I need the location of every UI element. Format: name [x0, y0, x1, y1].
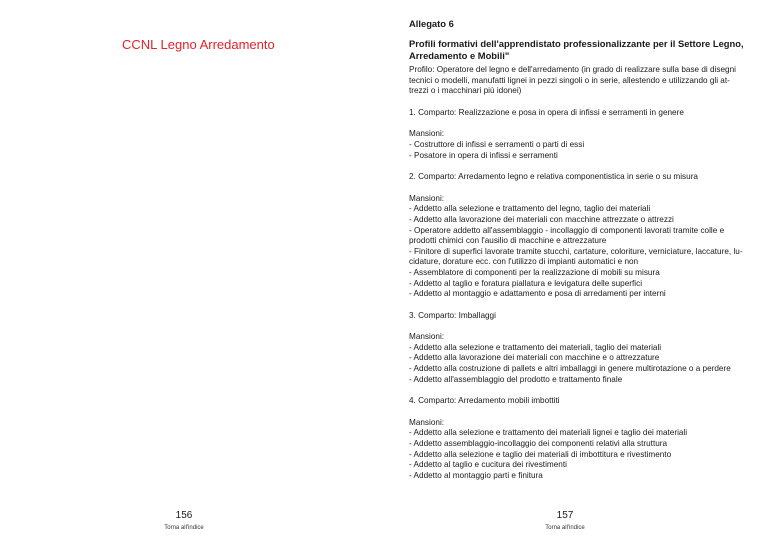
right-page	[384, 0, 768, 537]
comparto-2: 2. Comparto: Arredamento legno e relativa componentistica in serie o su misura	[409, 172, 698, 182]
list-item: - Addetto alla selezione e taglio dei materiali di imbottitura e rivestimento	[409, 449, 672, 459]
list-item: - Operatore addetto all'assemblaggio - incollaggio di componenti lavorati tramite colle e	[409, 225, 725, 235]
list-item: - Addetto alla lavorazione dei materiali con macchine attrezzate o attrezzi	[409, 214, 674, 224]
mansioni-list-4	[409, 418, 757, 482]
heading-line: Profili formativi dell'apprendistato professionalizzante per il Settore Legno,	[409, 38, 744, 49]
profile-line: tecnici o modelli, manufatti lignei in pezzi singoli o in serie, allestendo e utilizzando gli at-	[409, 75, 730, 85]
section-heading	[409, 38, 757, 62]
heading-line: Arredamento e Mobili"	[409, 50, 510, 61]
profile-line: trezzi o i macchinari più idonei)	[409, 86, 522, 96]
comparto-4: 4. Comparto: Arredamento mobili imbottiti	[409, 396, 560, 406]
list-item: - Posatore in opera di infissi e serramenti	[409, 150, 558, 160]
profile-line: Profilo: Operatore del legno e dell'arredamento (in grado di realizzare sulla base di disegni	[409, 65, 736, 74]
list-item: cidature, dorature ecc. con l'utilizzo di impianti automatici e non	[409, 257, 639, 267]
list-item: - Addetto assemblaggio-incollaggio dei componenti relativi alla struttura	[409, 439, 668, 449]
mansioni-list-2	[409, 194, 757, 300]
page-number-left: 156	[175, 510, 193, 521]
mansioni-label: Mansioni:	[409, 193, 445, 203]
document-title: CCNL Legno Arredamento	[122, 37, 275, 52]
page-content	[409, 18, 757, 492]
back-to-index-link-right[interactable]: Torna all'indice	[545, 525, 585, 531]
list-item: - Finitore di superfici lavorate tramite stucchi, cartature, coloriture, verniciature, laccature, lu-	[409, 246, 743, 256]
list-item: - Addetto alla selezione e trattamento dei materiali, taglio dei materiali	[409, 342, 662, 352]
list-item: - Addetto al taglio e cucitura dei rivestimenti	[409, 460, 567, 470]
list-item: - Addetto alla selezione e trattamento del legno, taglio dei materiali	[409, 204, 651, 214]
profile-description	[409, 65, 757, 97]
list-item: - Assemblatore di componenti per la realizzazione di mobili su misura	[409, 267, 660, 277]
list-item: - Costruttore di infissi e serramenti o parti di essi	[409, 139, 585, 149]
back-to-index-link-left[interactable]: Torna all'indice	[164, 525, 204, 531]
mansioni-label: Mansioni:	[409, 129, 445, 139]
comparto-3: 3. Comparto: Imballaggi	[409, 310, 496, 320]
comparto-1: 1. Comparto: Realizzazione e posa in opera di infissi e serramenti in genere	[409, 107, 684, 117]
annex-label: Allegato 6	[409, 18, 454, 29]
page-number-right: 157	[556, 510, 574, 521]
list-item: - Addetto al montaggio parti e finitura	[409, 470, 543, 480]
mansioni-list-1	[409, 129, 757, 161]
list-item: - Addetto al montaggio e adattamento e posa di arredamenti per interni	[409, 289, 666, 299]
list-item: - Addetto alla costruzione di pallets e altri imballaggi in genere multirotazione o a perdere	[409, 364, 731, 374]
list-item: prodotti chimici con l'ausilio di macchine e attrezzature	[409, 236, 607, 246]
mansioni-label: Mansioni:	[409, 417, 445, 427]
mansioni-label: Mansioni:	[409, 332, 445, 342]
list-item: - Addetto al taglio e foratura piallatura e levigatura delle superfici	[409, 278, 643, 288]
list-item: - Addetto all'assemblaggio del prodotto e trattamento finale	[409, 374, 623, 384]
mansioni-list-3	[409, 332, 757, 385]
list-item: - Addetto alla lavorazione dei materiali con macchine e o attrezzature	[409, 353, 660, 363]
list-item: - Addetto alla selezione e trattamento dei materiali lignei e taglio dei materiali	[409, 428, 688, 438]
